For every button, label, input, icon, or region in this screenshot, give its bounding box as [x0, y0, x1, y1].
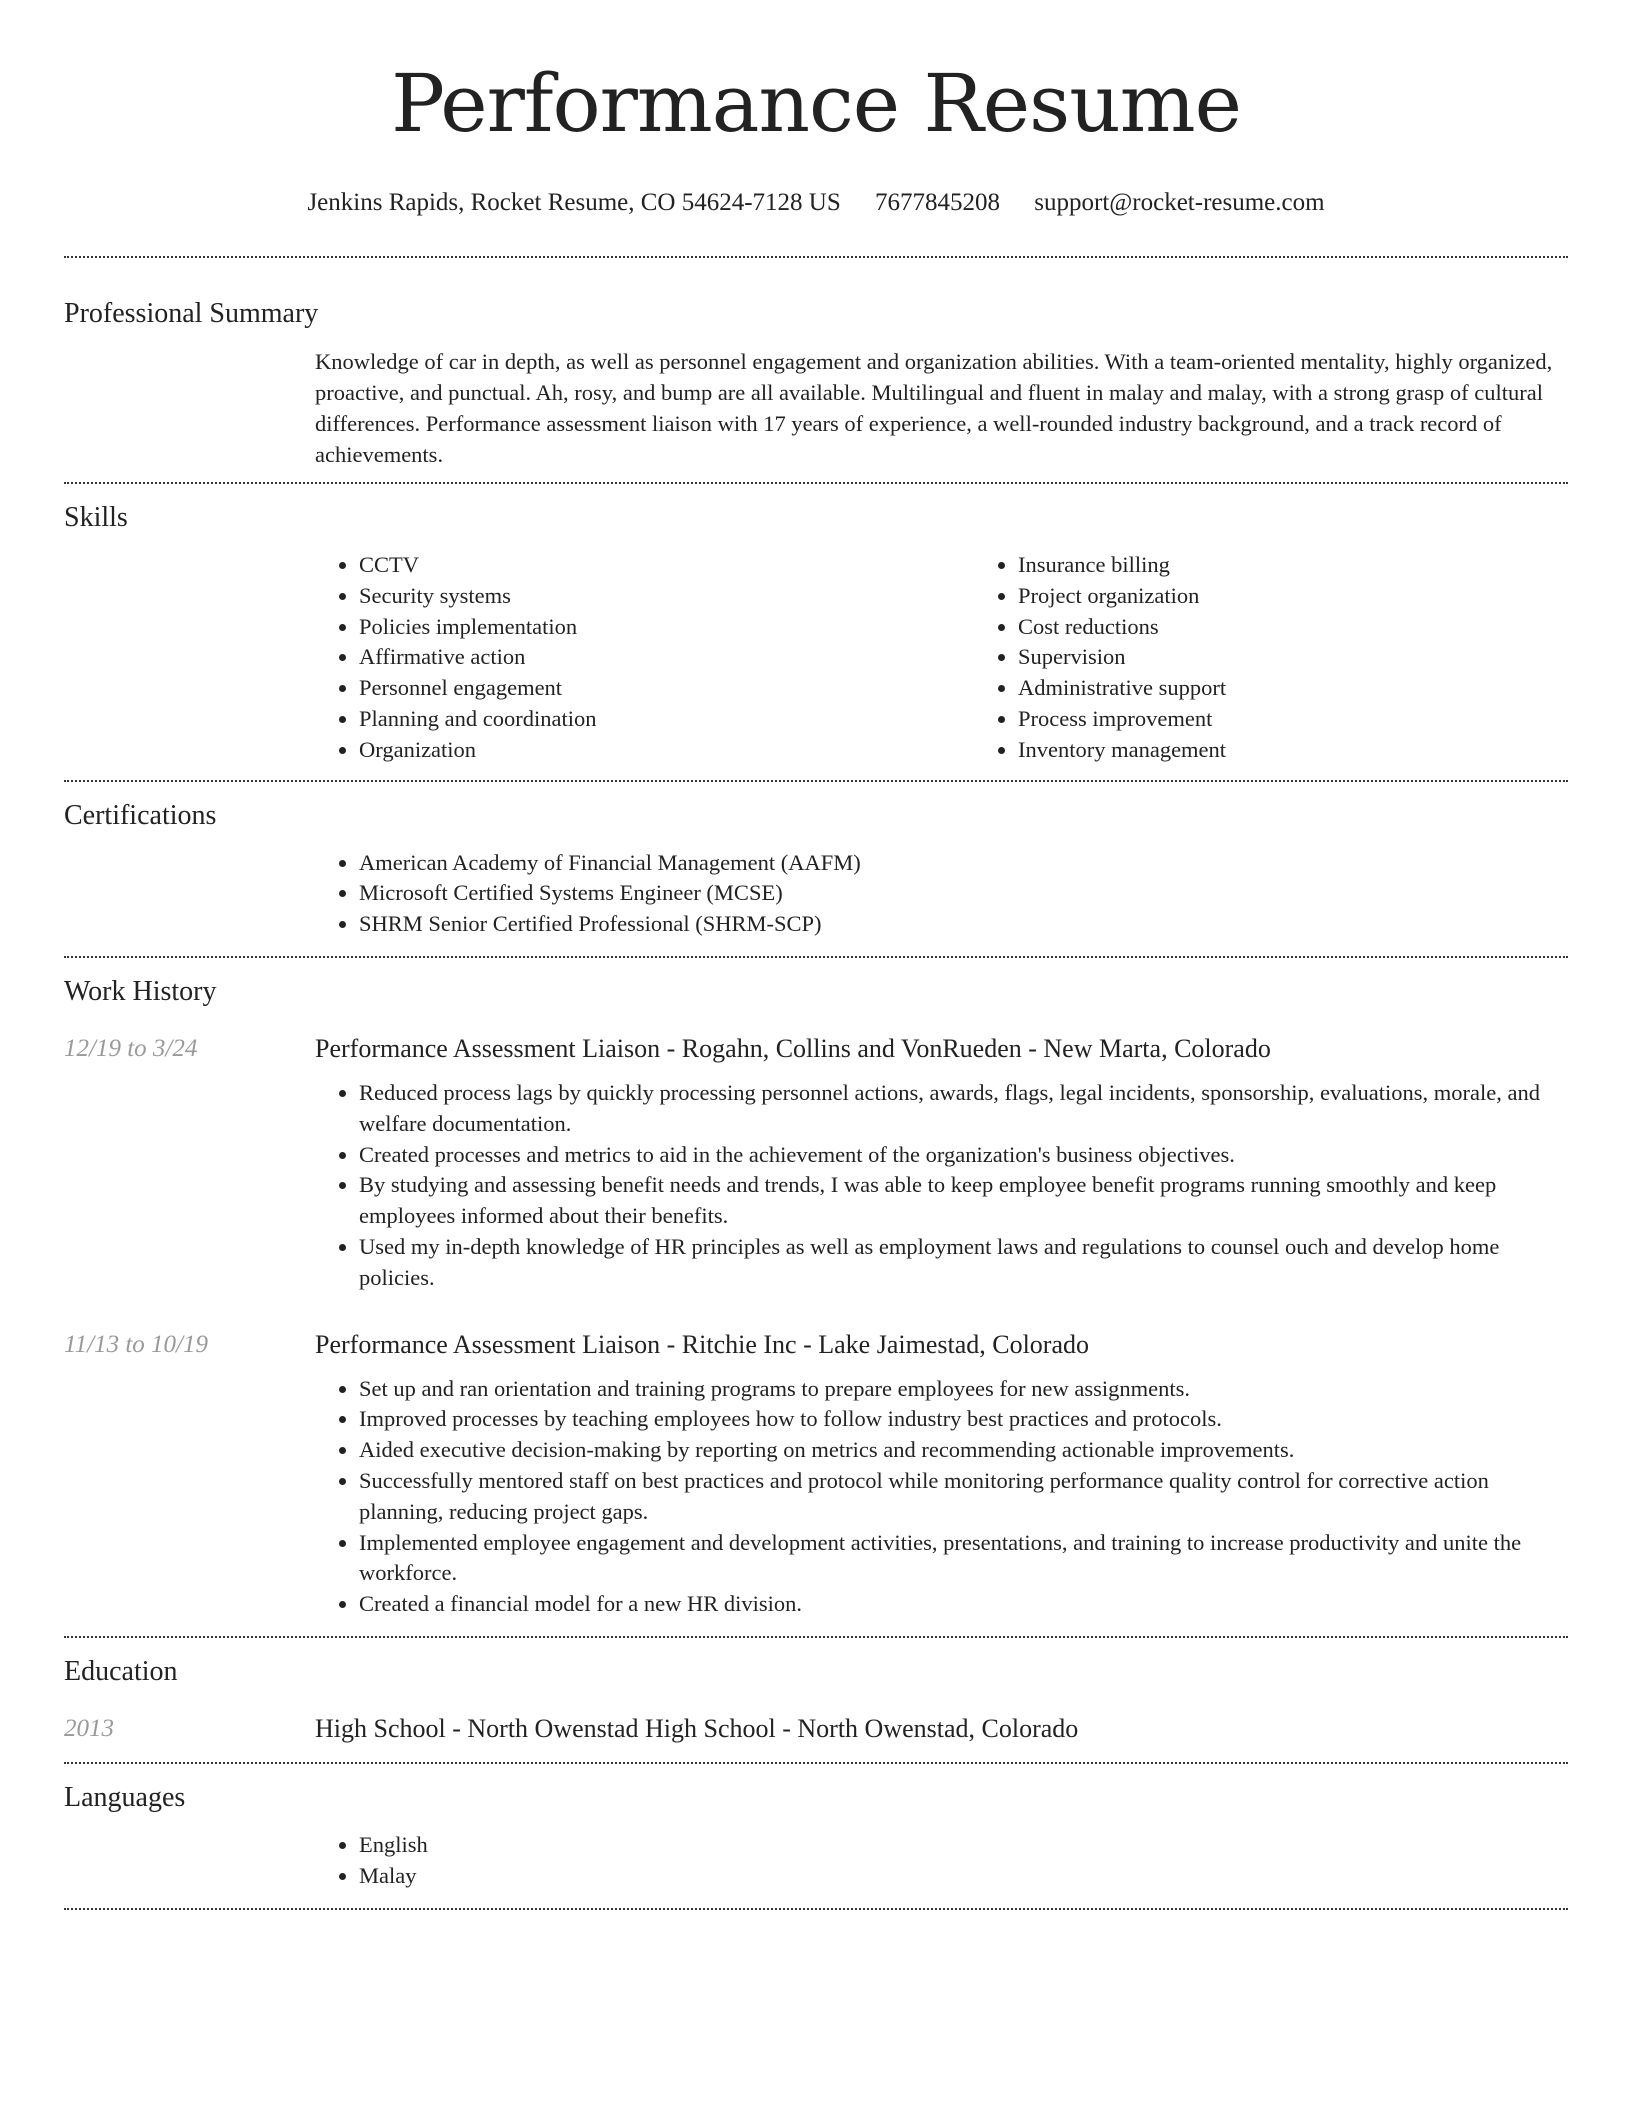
contact-email: support@rocket-resume.com — [1034, 189, 1325, 216]
job-bullets — [315, 1374, 1568, 1620]
job-entry — [64, 1032, 1568, 1294]
summary-text: Knowledge of car in depth, as well as personnel engagement and organization abilities. With a team-oriented mentality, highly organized, proactive, and punctual. Ah, rosy, and bump are all available. Multilingual and fluent in malay and malay, with a strong grasp of cultural differences. Performance assessment liaison with 17 years of experience, a well-rounded industry background, and a track record of achievements. — [315, 349, 1553, 467]
list-item: • Set up and ran orientation and training programs to prepare employees for new assignments. — [359, 1374, 1568, 1405]
certifications-list — [315, 848, 1568, 940]
list-item: • Reduced process lags by quickly processing personnel actions, awards, flags, legal incidents, sponsorship, evaluations, morale, and welfare documentation. — [359, 1078, 1568, 1140]
skills-section — [64, 484, 1568, 780]
certifications-title: Certifications — [64, 799, 217, 831]
job-dates: 11/13 to 10/19 — [64, 1330, 208, 1358]
list-item: • Administrative support — [1018, 673, 1632, 704]
list-item: • American Academy of Financial Management (AAFM) — [359, 848, 1568, 879]
list-item: • Insurance billing — [1018, 550, 1632, 581]
list-item: • Project organization — [1018, 581, 1632, 612]
list-item: • Created processes and metrics to aid in the achievement of the organization's business objectives. — [359, 1140, 1568, 1171]
list-item: • Aided executive decision-making by reporting on metrics and recommending actionable improvements. — [359, 1435, 1568, 1466]
list-item: • Organization — [359, 735, 974, 766]
job-title: Performance Assessment Liaison - Ritchie Inc - Lake Jaimestad, Colorado — [315, 1329, 1090, 1359]
list-item: • Personnel engagement — [359, 673, 974, 704]
education-year: 2013 — [64, 1714, 114, 1742]
divider — [64, 1908, 1568, 1910]
list-item: • Affirmative action — [359, 642, 974, 673]
list-item: • Supervision — [1018, 642, 1632, 673]
job-dates: 12/19 to 3/24 — [64, 1034, 198, 1062]
list-item: • Cost reductions — [1018, 612, 1632, 643]
list-item: • Policies implementation — [359, 612, 974, 643]
resume-name: Performance Resume — [391, 57, 1241, 150]
skills-list-right — [974, 550, 1632, 766]
list-item: • English — [359, 1830, 1568, 1861]
job-title: Performance Assessment Liaison - Rogahn, Collins and VonRueden - New Marta, Colorado — [315, 1033, 1271, 1063]
list-item: • SHRM Senior Certified Professional (SHRM-SCP) — [359, 909, 1568, 940]
education-title: Education — [64, 1655, 178, 1687]
list-item: • Implemented employee engagement and development activities, presentations, and training to increase productivity and unite the workforce. — [359, 1528, 1568, 1590]
list-item: • Process improvement — [1018, 704, 1632, 735]
list-item: • Successfully mentored staff on best practices and protocol while monitoring performance quality control for corrective action planning, reducing project gaps. — [359, 1466, 1568, 1528]
summary-title: Professional Summary — [64, 298, 319, 329]
work-title: Work History — [64, 975, 217, 1007]
list-item: • Created a financial model for a new HR division. — [359, 1589, 1568, 1620]
education-entry: High School - North Owenstad High School - North Owenstad, Colorado — [315, 1713, 1079, 1743]
contact-phone: 7677845208 — [875, 189, 1001, 216]
list-item: • CCTV — [359, 550, 974, 581]
list-item: • Security systems — [359, 581, 974, 612]
contact-line — [64, 186, 1568, 220]
job-bullets — [315, 1078, 1568, 1294]
languages-list — [315, 1830, 1568, 1892]
list-item: • Improved processes by teaching employees how to follow industry best practices and protocols. — [359, 1404, 1568, 1435]
languages-section — [64, 1764, 1568, 1908]
skills-title: Skills — [64, 502, 128, 533]
certifications-section — [64, 782, 1568, 956]
job-entry — [64, 1328, 1568, 1636]
contact-address: Jenkins Rapids, Rocket Resume, CO 54624-7128 US — [307, 189, 841, 216]
languages-title: Languages — [64, 1781, 186, 1813]
list-item: • Microsoft Certified Systems Engineer (MCSE) — [359, 878, 1568, 909]
list-item: • Planning and coordination — [359, 704, 974, 735]
list-item: • Malay — [359, 1861, 1568, 1892]
education-section — [64, 1638, 1568, 1746]
work-section — [64, 958, 1568, 1636]
list-item: • By studying and assessing benefit needs and trends, I was able to keep employee benefit programs running smoothly and keep employees informed about their benefits. — [359, 1170, 1568, 1232]
list-item: • Inventory management — [1018, 735, 1632, 766]
list-item: • Used my in-depth knowledge of HR principles as well as employment laws and regulations to counsel ouch and develop home policies. — [359, 1232, 1568, 1294]
skills-list-left — [315, 550, 974, 766]
summary-section — [64, 258, 1568, 482]
